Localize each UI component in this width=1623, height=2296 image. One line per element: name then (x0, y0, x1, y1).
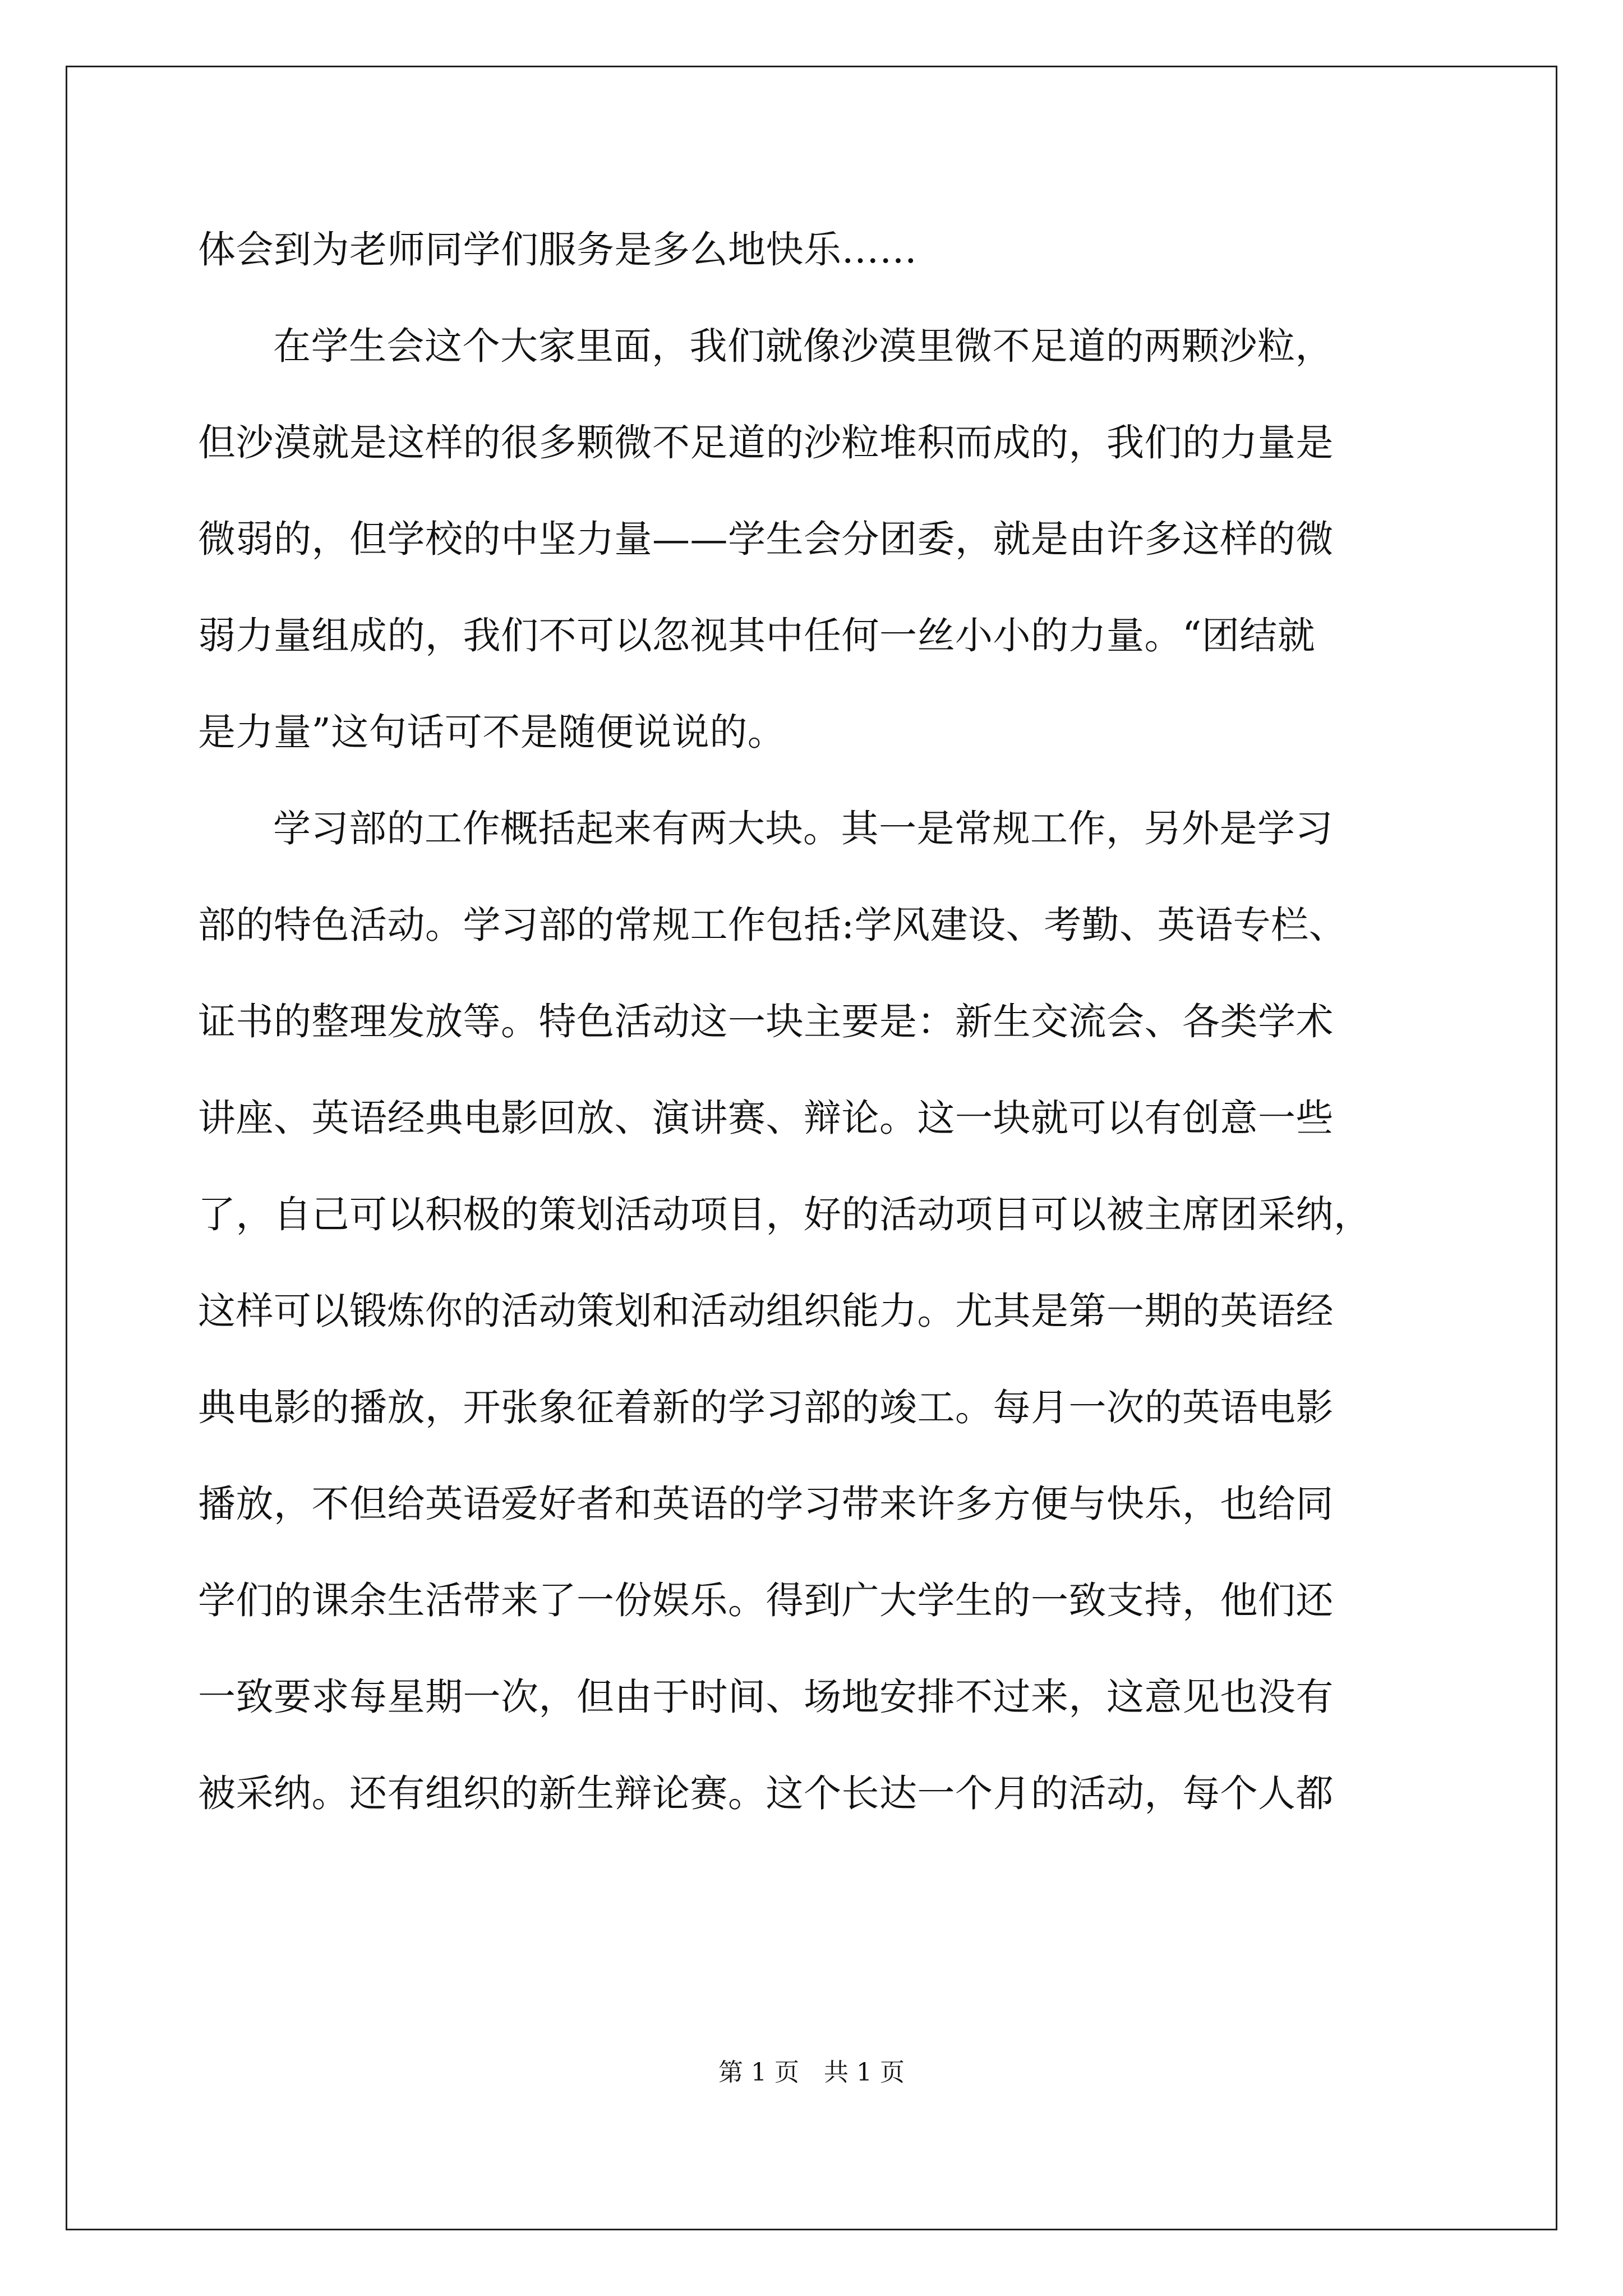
document-body (198, 215, 1454, 1855)
text-line-8: 部的特色活动。学习部的常规工作包括:学风建设、考勤、英语专栏、 (198, 903, 1347, 947)
text-line-5: 弱力量组成的，我们不可以忽视其中任何一丝小小的力量。“团结就 (198, 614, 1316, 657)
text-line-9: 证书的整理发放等。特色活动这一块主要是：新生交流会、各类学术 (198, 1000, 1334, 1043)
text-line-12: 这样可以锻炼你的活动策划和活动组织能力。尤其是第一期的英语经 (198, 1289, 1334, 1333)
text-line-11: 了，自己可以积极的策划活动项目，好的活动项目可以被主席团采纳， (198, 1193, 1372, 1236)
text-line-7: 学习部的工作概括起来有两大块。其一是常规工作，另外是学习 (273, 807, 1333, 850)
text-line-6: 是力量”这句话可不是随便说说的。 (198, 710, 786, 754)
page-number-footer: 第 1 页 共 1 页 (718, 2058, 905, 2087)
text-line-13: 典电影的播放，开张象征着新的学习部的竣工。每月一次的英语电影 (198, 1386, 1334, 1429)
text-line-4: 微弱的，但学校的中坚力量——学生会分团委，就是由许多这样的微 (198, 517, 1334, 561)
text-line-15: 学们的课余生活带来了一份娱乐。得到广大学生的一致支持，他们还 (198, 1579, 1334, 1622)
text-line-14: 播放，不但给英语爱好者和英语的学习带来许多方便与快乐，也给同 (198, 1482, 1334, 1526)
text-line-16: 一致要求每星期一次，但由于时间、场地安排不过来，这意见也没有 (198, 1675, 1334, 1719)
text-line-2: 在学生会这个大家里面，我们就像沙漠里微不足道的两颗沙粒， (273, 324, 1333, 368)
text-line-1: 体会到为老师同学们服务是多么地快乐…… (198, 228, 917, 272)
text-line-3: 但沙漠就是这样的很多颗微不足道的沙粒堆积而成的，我们的力量是 (198, 421, 1334, 464)
text-line-10: 讲座、英语经典电影回放、演讲赛、辩论。这一块就可以有创意一些 (198, 1096, 1334, 1140)
text-line-17: 被采纳。还有组织的新生辩论赛。这个长达一个月的活动，每个人都 (198, 1772, 1334, 1815)
